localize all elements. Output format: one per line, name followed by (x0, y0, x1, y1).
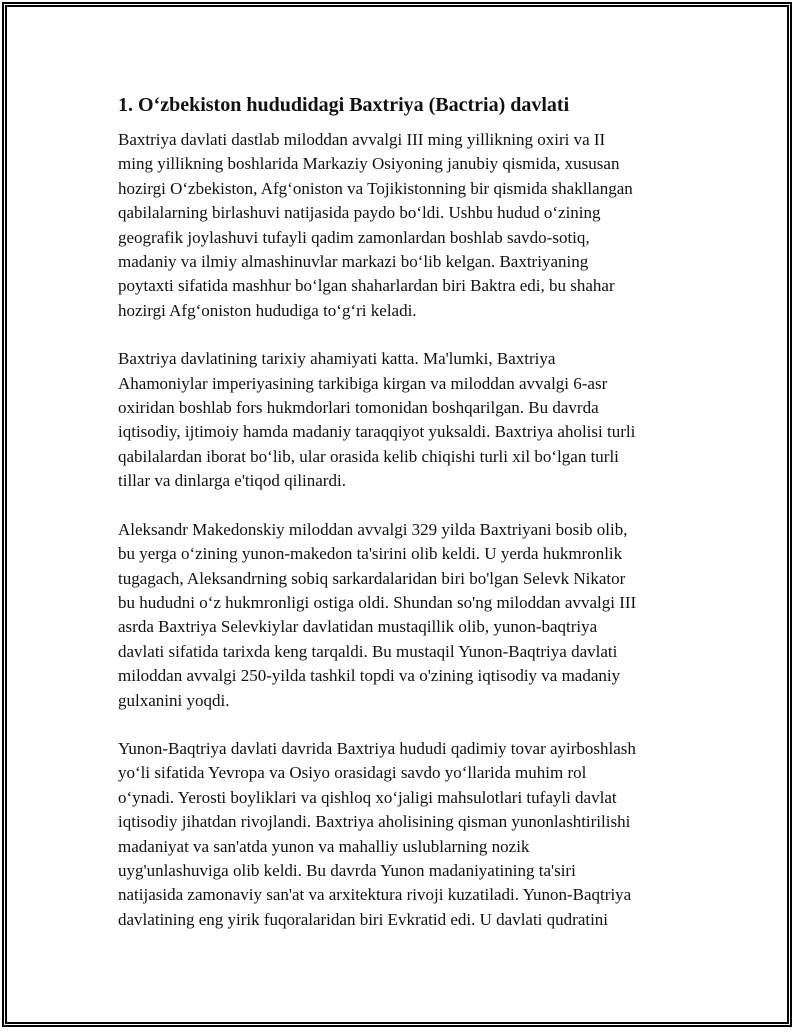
text-line: ming yillikning boshlarida Markaziy Osiyoning janubiy qismida, xususan (118, 154, 620, 174)
text-line: qabilalardan iborat bo‘lib, ular orasida kelib chiqishi turli xil bo‘lgan turli (118, 446, 619, 466)
text-line: poytaxti sifatida mashhur bo‘lgan shaharlardan biri Baktra edi, bu shahar (118, 276, 615, 296)
text-line: miloddan avvalgi 250-yilda tashkil topdi va o'zining iqtisodiy va madaniy (118, 666, 621, 686)
section-heading: 1. O‘zbekiston hududidagi Baxtriya (Bactria) davlati (118, 94, 570, 116)
text-line: madaniyat va san'atda yunon va mahalliy uslublarning nozik (118, 836, 530, 856)
text-line: davlati sifatida tarixda keng tarqaldi. Bu mustaqil Yunon-Baqtriya davlati (118, 641, 618, 661)
text-line: Ahamoniylar imperiyasining tarkibiga kirgan va miloddan avvalgi 6-asr (118, 373, 608, 393)
text-line: Baxtriya davlati dastlab miloddan avvalgi III ming yillikning oxiri va II (118, 130, 606, 149)
text-line: uyg'unlashuviga olib keldi. Bu davrda Yunon madaniyatining ta'siri (118, 860, 576, 880)
text-line: hozirgi Afg‘oniston hududiga to‘g‘ri keladi. (118, 300, 417, 320)
text-line: tillar va dinlarga e'tiqod qilinardi. (118, 471, 346, 491)
text-line: natijasida zamonaviy san'at va arxitektura rivoji kuzatiladi. Yunon-Baqtriya (118, 885, 632, 905)
text-line: bu yerga o‘zining yunon-makedon ta'sirini olib keldi. U yerda hukmronlik (118, 544, 623, 564)
paragraph-1 (118, 128, 698, 323)
text-line: madaniy va ilmiy almashinuvlar markazi bo‘lib kelgan. Baxtriyaning (118, 252, 589, 272)
text-line: Aleksandr Makedonskiy miloddan avvalgi 329 yilda Baxtriyani bosib olib, (118, 519, 628, 539)
paragraph-4 (118, 737, 698, 932)
text-line: hozirgi O‘zbekiston, Afg‘oniston va Tojikistonning bir qismida shakllangan (118, 178, 633, 198)
paragraph-3 (118, 518, 698, 713)
text-line: iqtisodiy, ijtimoiy hamda madaniy taraqqiyot yuksaldi. Baxtriya aholisi turli (118, 422, 636, 442)
text-line: qabilalarning birlashuvi natijasida paydo bo‘ldi. Ushbu hudud o‘zining (118, 203, 601, 223)
paragraph-2 (118, 347, 698, 493)
text-line: iqtisodiy jihatdan rivojlandi. Baxtriya aholisining qisman yunonlashtirilishi (118, 812, 631, 832)
text-line: o‘ynadi. Yerosti boyliklari va qishloq xo‘jaligi mahsulotlari tufayli davlat (118, 787, 617, 807)
text-line: davlatining eng yirik fuqoralaridan biri Evkratid edi. U davlati qudratini (118, 909, 609, 929)
text-line: yo‘li sifatida Yevropa va Osiyo orasidagi savdo yo‘llarida muhim rol (118, 763, 587, 783)
text-line: tugagach, Aleksandrning sobiq sarkardalaridan biri bo'lgan Selevk Nikator (118, 568, 626, 588)
text-line: asrda Baxtriya Selevkiylar davlatidan mustaqillik olib, yunon-baqtriya (118, 617, 598, 637)
text-line: geografik joylashuvi tufayli qadim zamonlardan boshlab savdo-sotiq, (118, 227, 590, 247)
text-line: Baxtriya davlatining tarixiy ahamiyati katta. Ma'lumki, Baxtriya (118, 349, 556, 369)
text-line: Yunon-Baqtriya davlati davrida Baxtriya hududi qadimiy tovar ayirboshlash (118, 738, 636, 758)
document-body (118, 90, 698, 956)
text-line: gulxanini yoqdi. (118, 690, 230, 710)
text-line: bu hududni o‘z hukmronligi ostiga oldi. Shundan so'ng miloddan avvalgi III (118, 592, 637, 612)
text-line: oxiridan boshlab fors hukmdorlari tomonidan boshqarilgan. Bu davrda (118, 398, 599, 418)
